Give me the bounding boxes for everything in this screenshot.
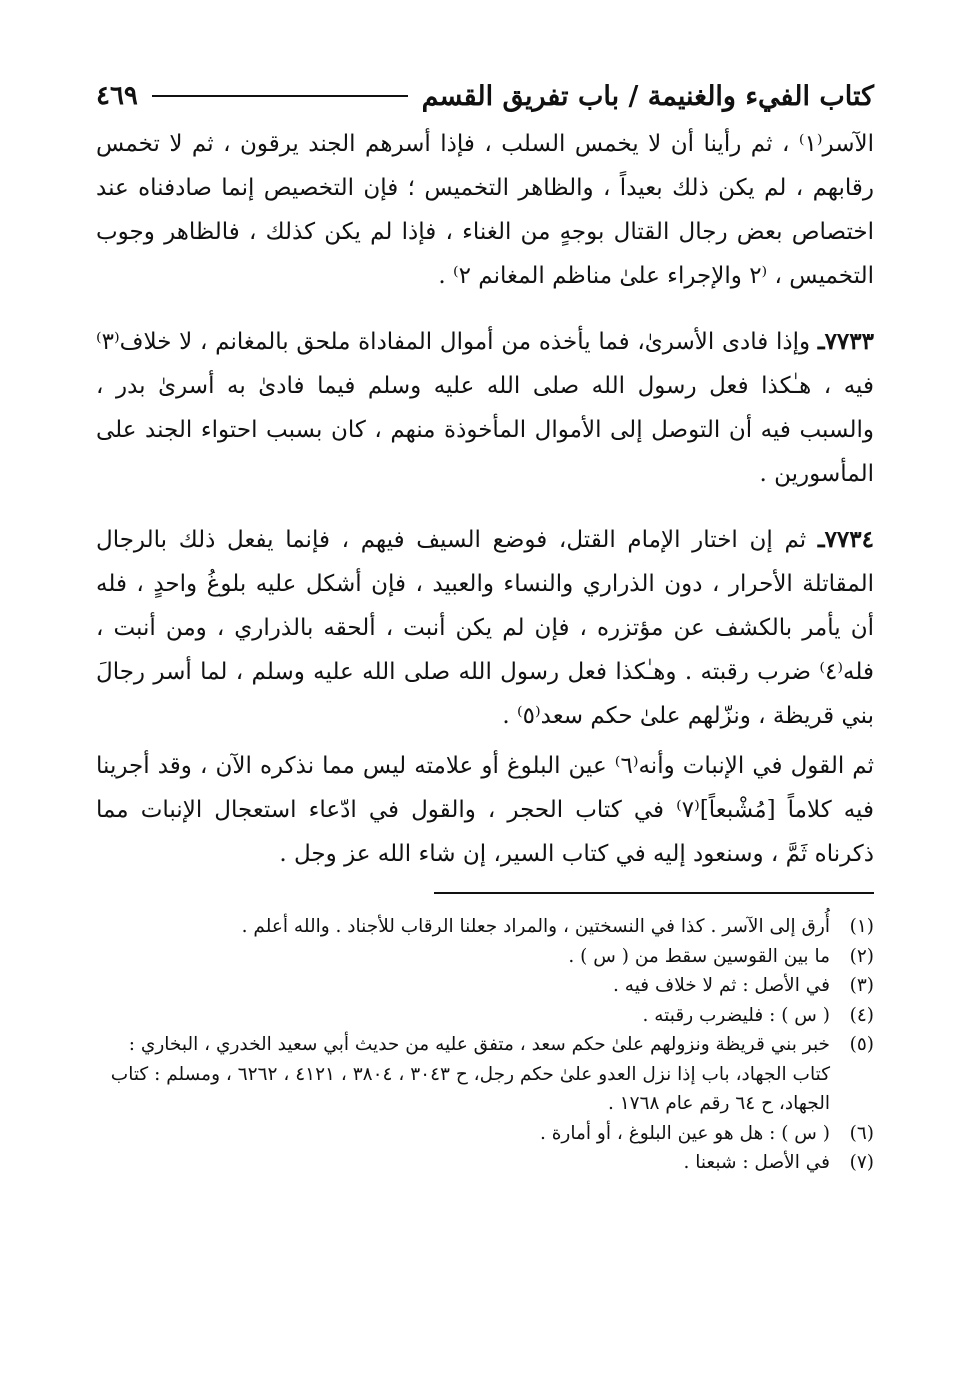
footnote <box>96 971 874 1001</box>
footnotes <box>96 912 874 1178</box>
paragraph-number: ٧٧٣٤ـ <box>817 526 874 553</box>
book-page <box>96 70 874 1350</box>
paragraph-7733 <box>96 320 874 496</box>
footnote <box>96 1148 874 1178</box>
footnote-separator <box>434 892 874 894</box>
main-text <box>96 122 874 876</box>
footnote-number: (٣) <box>849 975 874 996</box>
paragraph-number: ٧٧٣٣ـ <box>817 328 874 355</box>
footnote <box>96 942 874 972</box>
footnote <box>96 1119 874 1149</box>
paragraph-inbat: ثم القول في الإنبات وأنه⁽٦⁾ عين البلوغ أو علامته ليس مما نذكره الآن ، وقد أجرينا فيه كلاماً [مُشْبعاً]⁽٧⁾ في كتاب الحجر ، والقول في ادّعاء استعجال الإنبات مما ذكرناه ثَمَّ ، وسنعود إليه في كتاب السير، إن شاء الله عز وجل . <box>96 753 874 867</box>
footnote-number: (٧) <box>849 1152 874 1173</box>
footnote <box>96 1001 874 1031</box>
footnote-text: في الأصل : شبعنا . <box>683 1152 830 1173</box>
paragraph-text: ثم إن اختار الإمام القتل، فوضع السيف فيهم ، فإنما يفعل ذلك بالرجال المقاتلة الأحرار ، دون الذراري والنساء والعبيد ، فإن أشكل عليه بلوغُ واحدٍ ، فله أن يأمر بالكشف عن مؤتزره ، فإن لم يكن أنبت ، ألحقه بالذراري ، ومن أنبت ، فله⁽٤⁾ ضرب رقبته . وهـٰكذا فعل رسول الله صلى الله عليه وسلم ، لما أسر رجالَ بني قريظة ، ونزّلهم علىٰ حكم سعد⁽٥⁾ . <box>96 527 874 729</box>
footnote-text: في الأصل : ثم لا خلاف فيه . <box>613 975 830 996</box>
footnote-text: ما بين القوسين سقط من ( س ) . <box>568 945 830 967</box>
paragraph-continuation: الآسر⁽١⁾ ، ثم رأينا أن لا يخمس السلب ، فإذا أسرهم الجند يرقون ، ثم لا تخمس رقابهم ، لم يكن ذلك بعيداً ، والظاهر التخميس ؛ فإن التخصيص إنما صادفناه عند اختصاص بعض رجال القتال بوجهٍ من الغناء ، فإذا لم يكن كذلك ، فالظاهر وجوب التخميس ، ⁽٢ والإجراء علىٰ مناظم المغانم ٢⁾ . <box>96 131 874 289</box>
footnote-text: خبر بني قريظة ونزولهم علىٰ حكم سعد ، متفق عليه من حديث أبي سعيد الخدري ، البخاري : كتاب الجهاد، باب إذا نزل العدو علىٰ حكم رجل، ح ٣٠٤٣ ، ٣٨٠٤ ، ٤١٢١ ، ٦٢٦٢ ، ومسلم : كتاب الجهاد، ح ٦٤ رقم عام ١٧٦٨ . <box>110 1034 830 1114</box>
header-rule <box>152 95 408 97</box>
footnote-text: ( س ) : فليضرب رقبته . <box>642 1004 830 1026</box>
footnote-number: (٢) <box>849 945 874 967</box>
footnote-number: (٥) <box>849 1034 874 1055</box>
footnote <box>96 1030 874 1119</box>
paragraph-text: وإذا فادى الأسرىٰ، فما يأخذه من أموال المفاداة ملحق بالمغانم ، لا خلاف⁽٣⁾ فيه ، هـٰكذا فعل رسول الله صلى الله عليه وسلم فيما فادىٰ به أسرىٰ بدر ، والسبب فيه أن التوصل إلى الأموال المأخوذة منهم ، كان بسبب احتواء الجند على المأسورين . <box>96 329 874 487</box>
footnote-number: (١) <box>849 916 874 937</box>
footnote-text: ( س ) : هل هو عين البلوغ ، أو أمارة . <box>539 1122 830 1144</box>
page-number: ٤٦٩ <box>96 81 138 111</box>
paragraph-7734 <box>96 518 874 738</box>
running-header <box>96 70 874 122</box>
footnote <box>96 912 874 942</box>
footnote-text: أُرق إلى الآسر . كذا في النسختين ، والمراد جعلنا الرقاب للأجناد . والله أعلم . <box>241 916 830 937</box>
footnote-number: (٤) <box>849 1004 874 1026</box>
footnote-number: (٦) <box>849 1122 874 1144</box>
header-title: كتاب الفيء والغنيمة / باب تفريق القسم <box>421 80 874 112</box>
